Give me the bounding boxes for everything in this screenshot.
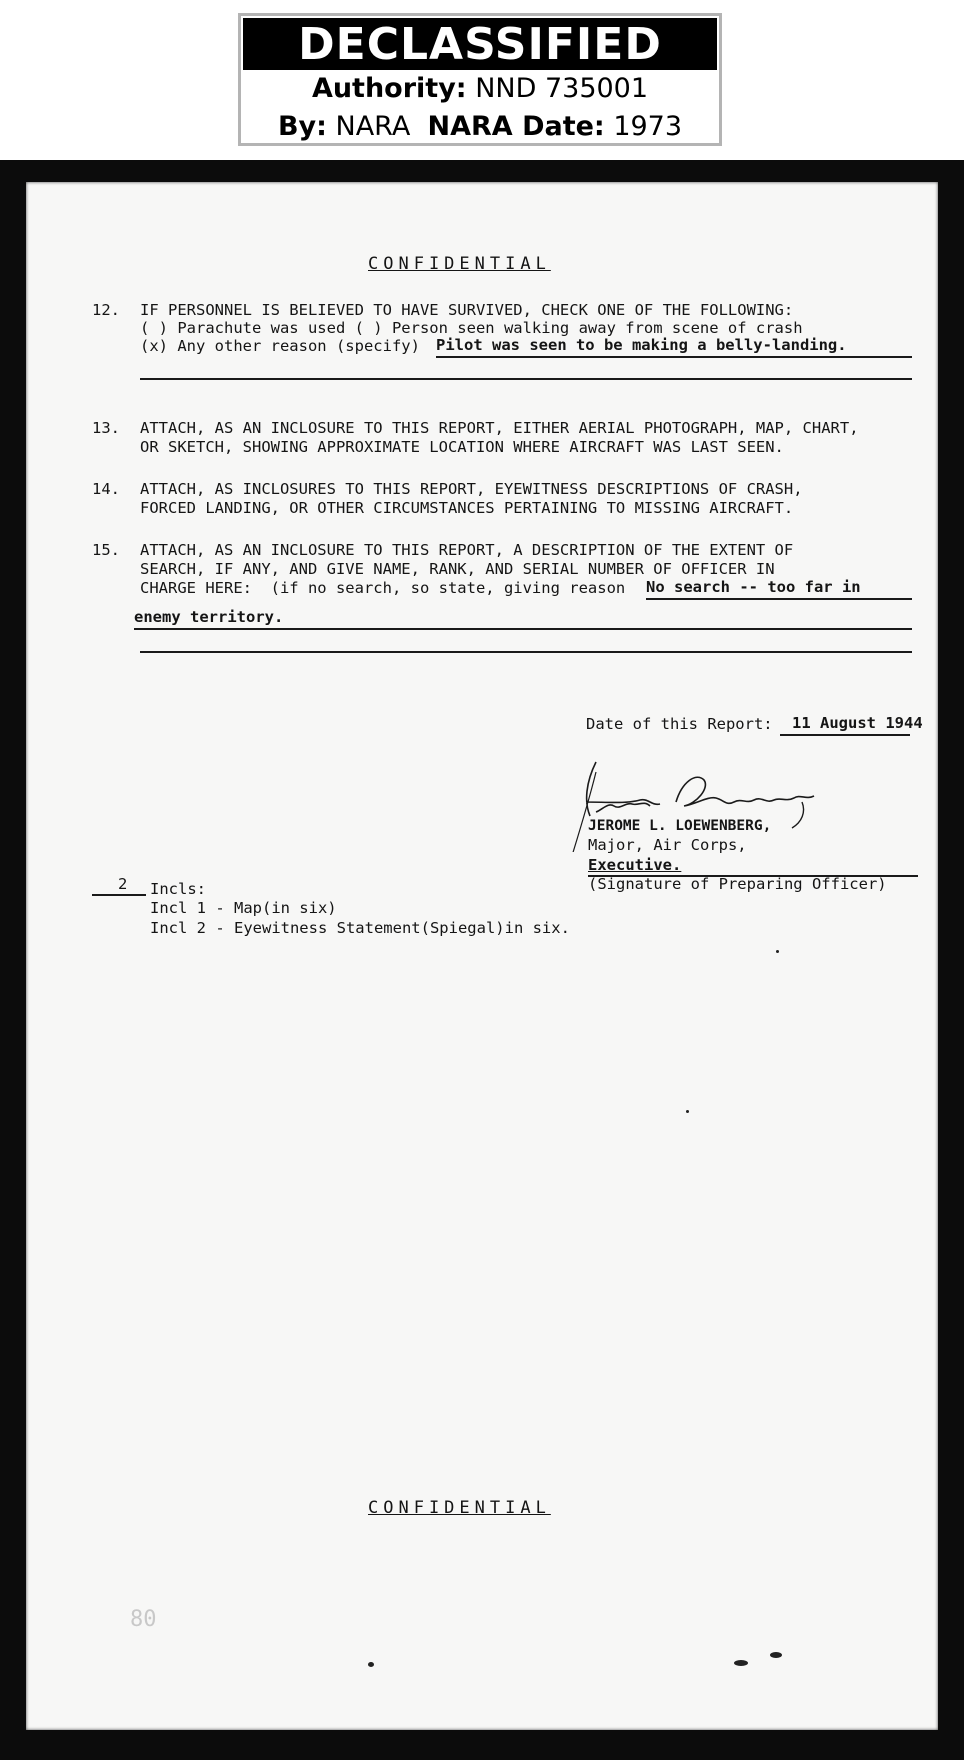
signer-name: JEROME L. LOEWENBERG, [588,818,772,834]
item12-answer-underline [436,356,912,358]
stamp-title: DECLASSIFIED [243,18,717,70]
stamp-date-value: 1973 [613,111,683,142]
scan-speck [776,950,779,953]
inclosure-item-2: Incl 2 - Eyewitness Statement(Spiegal)in six. [150,919,570,937]
report-date-value: 11 August 1944 [792,714,923,732]
footer-classification: CONFIDENTIAL [368,1498,551,1518]
item14-line1: ATTACH, AS INCLOSURES TO THIS REPORT, EYEWITNESS DESCRIPTIONS OF CRASH, [140,480,803,498]
item15-answer-underline-2 [134,628,912,630]
stamp-by-label: By: [277,111,327,142]
item13-line2: OR SKETCH, SHOWING APPROXIMATE LOCATION WHERE AIRCRAFT WAS LAST SEEN. [140,438,784,456]
item12-answer: Pilot was seen to be making a belly-landing. [436,336,847,354]
declassified-stamp [238,13,722,146]
item15-line1: ATTACH, AS AN INCLOSURE TO THIS REPORT, A DESCRIPTION OF THE EXTENT OF [140,541,794,559]
stamp-by-value: NARA [335,111,411,142]
item12-line1: IF PERSONNEL IS BELIEVED TO HAVE SURVIVED, CHECK ONE OF THE FOLLOWING: [140,301,794,319]
item15-answer-line4: enemy territory. [134,608,284,626]
stamp-authority-value: NND 735001 [475,73,649,104]
stamp-authority-label: Authority: [311,73,467,104]
item15-answer-line3: No search -- too far in [646,578,861,596]
item12-number: 12. [92,301,120,319]
stamp-by-line [241,108,719,146]
scan-frame [0,160,964,1760]
inclosure-label: Incls: [150,880,206,898]
report-date-label: Date of this Report: [586,715,773,733]
item15-line3-prefix: CHARGE HERE: (if no search, so state, giving reason [140,579,626,597]
item15-line2: SEARCH, IF ANY, AND GIVE NAME, RANK, AND SERIAL NUMBER OF OFFICER IN [140,560,775,578]
inclosure-count-underline [92,894,146,896]
signer-title: Executive. [588,856,682,874]
item12-rule [140,378,912,380]
item13-number: 13. [92,419,120,437]
item12-line3-prefix: (x) Any other reason (specify) [140,337,420,355]
scan-speck [686,1110,689,1113]
scan-speck [734,1660,748,1666]
signer-rank: Major, Air Corps, [588,836,747,854]
item12-line2: ( ) Parachute was used ( ) Person seen walking away from scene of crash [140,319,803,337]
item14-line2: FORCED LANDING, OR OTHER CIRCUMSTANCES PERTAINING TO MISSING AIRCRAFT. [140,499,794,517]
item14-number: 14. [92,480,120,498]
scan-speck [770,1652,782,1658]
stamp-date-label: NARA Date: [427,111,605,142]
stamp-authority [241,70,719,108]
scan-speck [368,1662,374,1667]
signature-caption: (Signature of Preparing Officer) [588,875,887,893]
item15-number: 15. [92,541,120,559]
item15-answer-underline-1 [646,598,912,600]
header-classification: CONFIDENTIAL [368,254,551,274]
item15-rule [140,651,912,653]
inclosure-count: 2 [118,875,128,893]
faint-page-mark: 80 [130,1607,157,1632]
inclosure-item-1: Incl 1 - Map(in six) [150,899,337,917]
report-date-underline [780,734,910,736]
item13-line1: ATTACH, AS AN INCLOSURE TO THIS REPORT, EITHER AERIAL PHOTOGRAPH, MAP, CHART, [140,419,859,437]
document-page [26,182,938,1730]
